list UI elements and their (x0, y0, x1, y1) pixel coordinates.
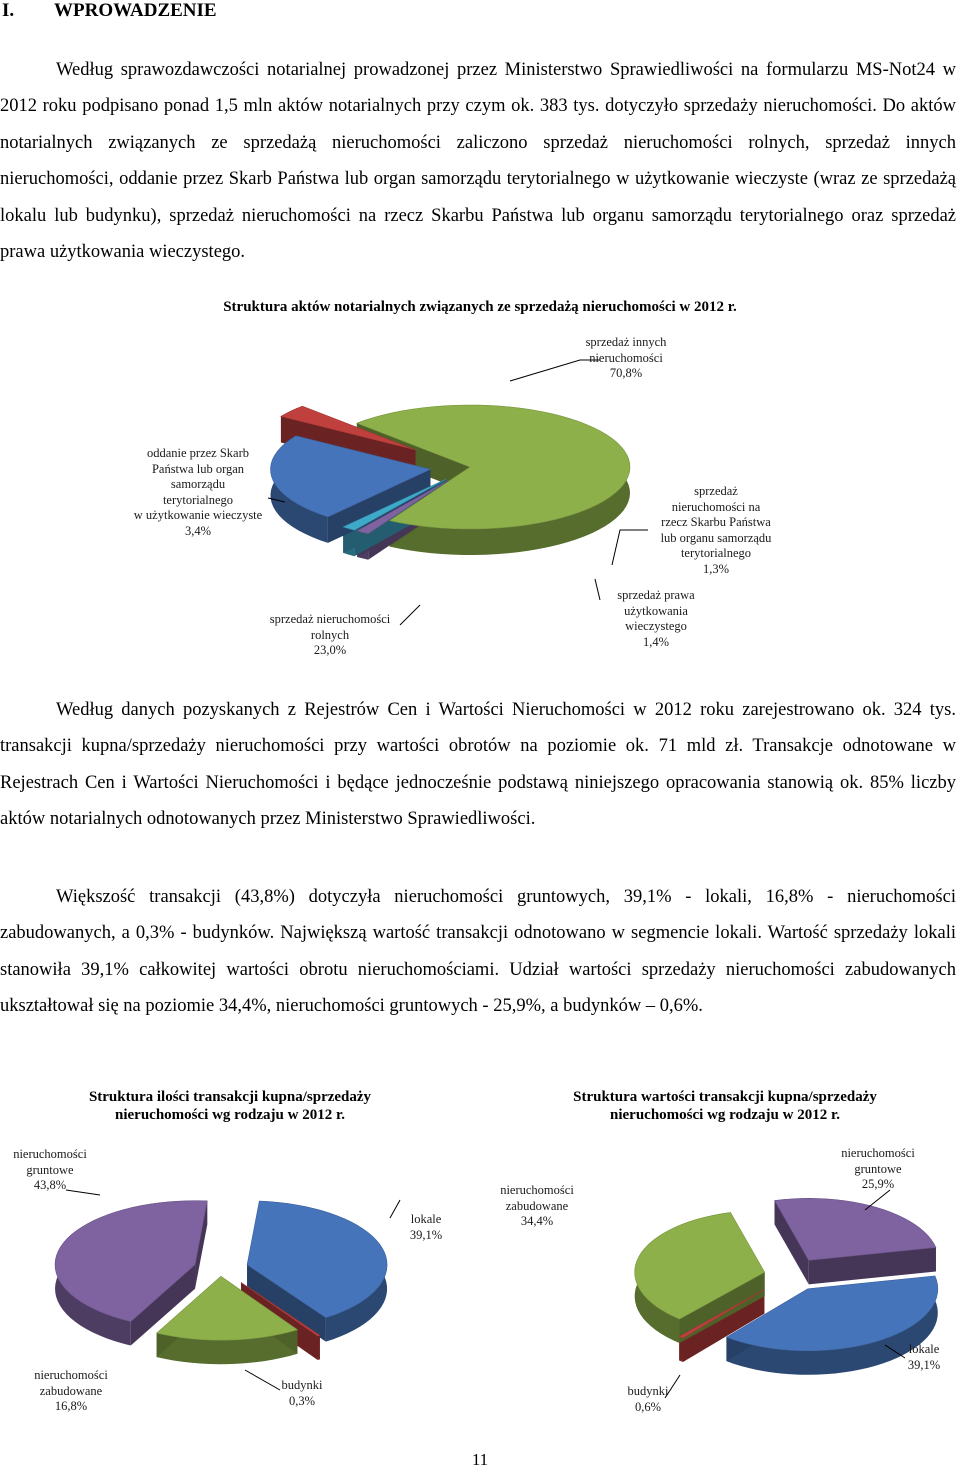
label-line: użytkowania (624, 603, 688, 618)
label-line: samorządu (170, 477, 226, 491)
label-line: lokale (908, 1342, 940, 1356)
label-line: 34,4% (520, 1214, 554, 1228)
label-line: budynki (281, 1378, 323, 1392)
label-line: wieczystego (625, 619, 687, 633)
label-line: 70,8% (609, 366, 643, 380)
label-line: 39,1% (409, 1227, 443, 1242)
label-line: zabudowane (505, 1198, 569, 1213)
chart1-title: Struktura aktów notarialnych związanych ze sprzedażą nieruchomości w 2012 r. (223, 299, 737, 315)
paragraph-text: Według sprawozdawczości notarialnej prowadzonej przez Ministerstwo Sprawiedliwości na formularzu MS-Not24 w 2012 roku podpisano ponad 1,5 mln aktów notarialnych przy czym ok. 383 tys. dotyczyło sprzedaży nieruchomości. Do aktów notarialnych związanych ze sprzedażą nieruchomości zaliczono sprzedaż nieruchomości rolnych, sprzedaż innych nieruchomości, oddanie przez Skarb Państwa lub organ samorządu terytorialnego w użytkowanie wieczyste (wraz ze sprzedażą lokalu lub budynku), sprzedaż nieruchomości na rzecz Skarbu Państwa lub organu samorządu terytorialnego oraz sprzedaż prawa użytkowania wieczystego. (0, 60, 956, 263)
label-line: 39,1% (907, 1357, 941, 1372)
label-line: nieruchomości (589, 350, 663, 365)
label-line: 1,3% (702, 561, 730, 576)
label-line: sprzedaż nieruchomości (269, 612, 391, 626)
chart3-label-budynki (618, 1384, 678, 1415)
label-line: nieruchomości na (671, 499, 761, 514)
label-line: zabudowane (39, 1383, 103, 1398)
label-line: nieruchomości (500, 1183, 574, 1197)
label-line: Państwa lub organ (151, 461, 245, 476)
chart3-label-lokale (894, 1342, 954, 1373)
label-line: 3,4% (184, 523, 212, 538)
label-line: lub organu samorządu (660, 530, 772, 545)
chart3-slices (635, 1198, 938, 1374)
label-line: terytorialnego (680, 546, 752, 560)
label-line: 43,8% (33, 1178, 67, 1192)
label-line: sprzedaż prawa (617, 588, 695, 602)
label-line: 0,6% (634, 1399, 662, 1414)
paragraph-text: Według danych pozyskanych z Rejestrów Cen i Wartości Nieruchomości w 2012 roku zarejestrowano ok. 324 tys. transakcji kupna/sprzedaży nieruchomości przy wartości obrotów na poziomie ok. 71 mld zł. Transakcje odnotowane w Rejestrach Cen i Wartości Nieruchomości i będące jednocześnie podstawą niniejszego opracowania stanowią ok. 85% liczby aktów notarialnych odnotowanych przez Ministerstwo Sprawiedliwości. (0, 700, 956, 830)
page-number: 11 (471, 1450, 489, 1469)
label-line: 25,9% (861, 1177, 895, 1191)
chart3-label-gruntowe (828, 1146, 928, 1193)
label-line: gruntowe (854, 1161, 902, 1176)
label-line: 16,8% (54, 1399, 88, 1413)
label-line: sprzedaż (694, 484, 738, 498)
label-line: terytorialnego (162, 492, 234, 507)
chart2-title: Struktura ilości transakcji kupna/sprzedaży nieruchomości wg rodzaju w 2012 r. (88, 1089, 372, 1123)
label-line: sprzedaż innych (585, 335, 667, 349)
label-line: rolnych (310, 627, 350, 642)
leader-line-gruntowe (865, 1190, 890, 1210)
label-line: nieruchomości (841, 1146, 915, 1160)
chart3-label-zabudowane (494, 1183, 580, 1230)
chart3-title: Struktura wartości transakcji kupna/sprzedaży nieruchomości wg rodzaju w 2012 r. (573, 1089, 877, 1123)
label-line: budynki (627, 1384, 669, 1398)
label-line: 1,4% (642, 634, 670, 649)
label-line: nieruchomości (34, 1368, 108, 1382)
label-line: 23,0% (313, 643, 347, 657)
paragraph-text: Większość transakcji (43,8%) dotyczyła nieruchomości gruntowych, 39,1% - lokali, 16,8% - nieruchomości zabudowanych, a 0,3% - budynków. Największą wartość transakcji odnotowano w segmencie lokali. Wartość sprzedaży lokali stanowiła 39,1% całkowitej wartości obrotu nieruchomościami. Udział wartości sprzedaży nieruchomości zabudowanych ukształtował się na poziomie 34,4%, nieruchomości gruntowych - 25,9%, a budynków – 0,6%. (0, 887, 956, 1017)
label-line: 0,3% (288, 1393, 316, 1408)
label-line: gruntowe (26, 1162, 74, 1177)
section-title: WPROWADZENIE (54, 0, 217, 21)
section-number: I. (2, 0, 15, 21)
label-line: rzecz Skarbu Państwa (661, 515, 771, 529)
label-line: oddanie przez Skarb (146, 446, 250, 460)
label-line: nieruchomości (13, 1147, 87, 1161)
label-line: w użytkowanie wieczyste (133, 508, 263, 522)
label-line: lokale (410, 1212, 442, 1226)
